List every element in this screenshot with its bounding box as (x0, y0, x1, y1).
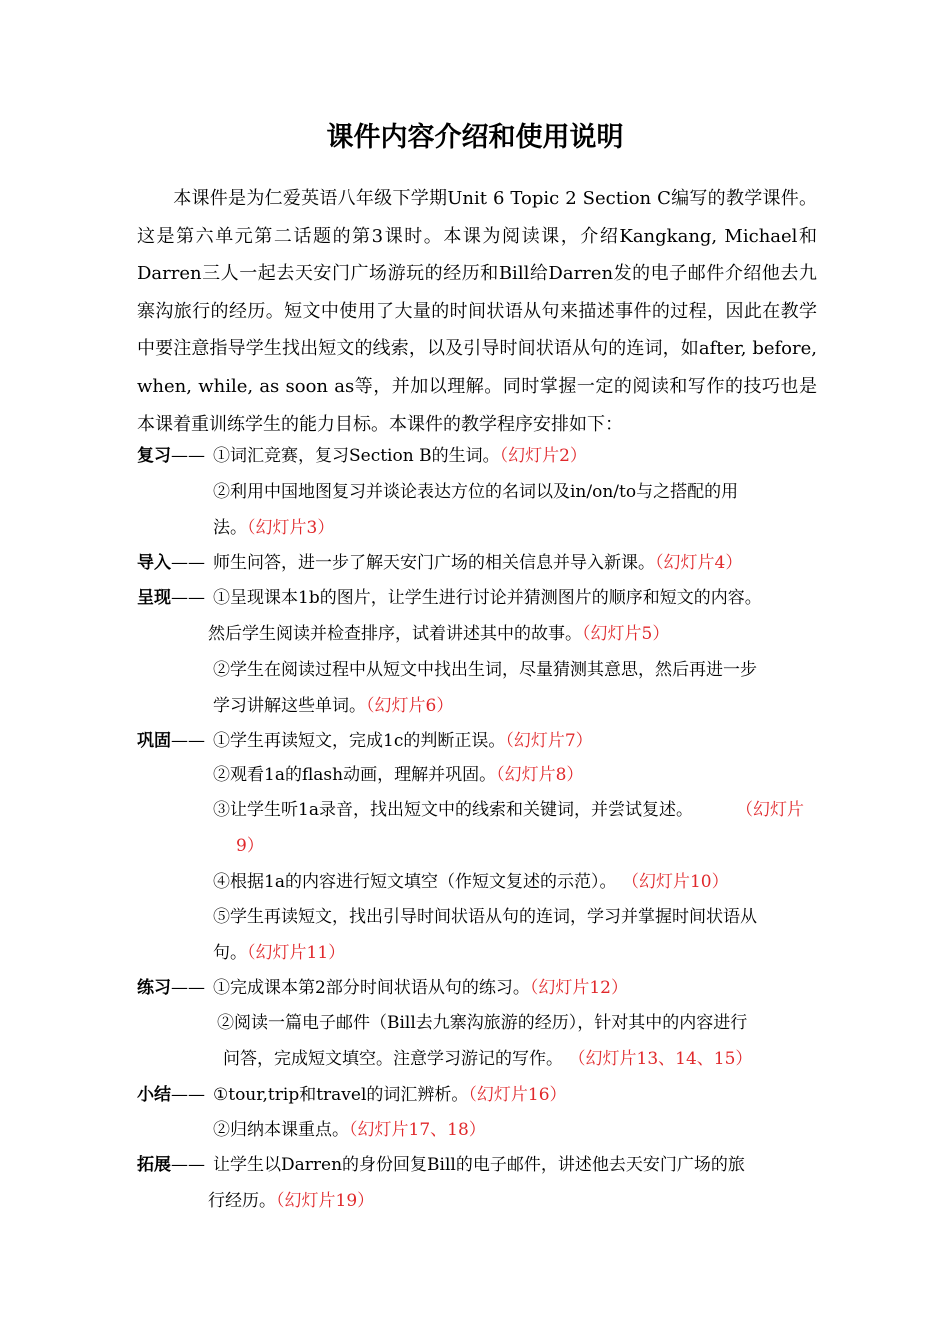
item-text: 句。 (213, 943, 247, 963)
section-label: 复习 (137, 446, 171, 466)
section-label: 呈现 (137, 588, 171, 608)
section-consolidate-head (137, 723, 205, 759)
section-review-head (137, 438, 205, 474)
slide-ref: （幻灯片19） (276, 1191, 375, 1211)
slide-ref: （幻灯片8） (496, 765, 584, 785)
page-title: 课件内容介绍和使用说明 (326, 122, 624, 153)
slide-ref: （幻灯片13、14、15） (577, 1049, 753, 1069)
item-text: ②归纳本课重点。 (213, 1120, 349, 1140)
section-dash: —— (171, 1085, 205, 1105)
consolidate-item-1 (213, 723, 593, 759)
item-text: ①tour,trip和travel的词汇辨析。 (213, 1085, 469, 1105)
consolidate-item-5-cont (213, 935, 345, 971)
item-text: ①呈现课本1b的图片，让学生进行讨论并猜测图片的顺序和短文的内容。 (213, 588, 762, 608)
practice-item-2-cont (223, 1041, 752, 1077)
slide-ref: （幻灯片5） (582, 624, 670, 644)
summary-item-1 (213, 1077, 567, 1113)
practice-item-1 (213, 970, 628, 1006)
lead-in-item-1 (213, 545, 742, 581)
present-item-2-cont (213, 688, 453, 724)
consolidate-item-4 (213, 864, 729, 900)
item-text: ②观看1a的flash动画，理解并巩固。 (213, 765, 497, 785)
practice-item-2 (217, 1005, 747, 1041)
section-dash: —— (171, 553, 205, 573)
section-summary-head (137, 1077, 205, 1113)
section-present-head (137, 580, 205, 616)
section-label: 拓展 (137, 1155, 171, 1175)
item-text: 然后学生阅读并检查排序，试着讲述其中的故事。 (208, 624, 582, 644)
slide-ref: （幻灯片10） (630, 872, 729, 892)
slide-ref: （幻灯片12） (529, 978, 628, 998)
section-dash: —— (171, 446, 205, 466)
item-text: ①完成课本第2部分时间状语从句的练习。 (213, 978, 530, 998)
section-lead-in-head (137, 545, 205, 581)
item-text: 学习讲解这些单词。 (213, 696, 366, 716)
review-item-2 (213, 474, 738, 510)
section-dash: —— (171, 1155, 205, 1175)
consolidate-item-5 (213, 899, 757, 935)
extension-item-1-cont (208, 1183, 374, 1219)
item-text: ⑤学生再读短文，找出引导时间状语从句的连词，学习并掌握时间状语从 (213, 907, 757, 927)
extension-item-1 (213, 1147, 745, 1183)
item-text: 师生问答，进一步了解天安门广场的相关信息并导入新课。 (213, 553, 655, 573)
item-text: ①词汇竞赛，复习Section B的生词。 (213, 446, 500, 466)
slide-ref: （幻灯片3） (247, 518, 335, 538)
consolidate-item-2 (213, 757, 583, 793)
present-item-2 (213, 652, 757, 688)
section-label: 小结 (137, 1085, 171, 1105)
item-text: ②阅读一篇电子邮件（Bill去九寨沟旅游的经历），针对其中的内容进行 (217, 1013, 748, 1033)
slide-ref: （幻灯片17、18） (349, 1120, 486, 1140)
item-text: ②利用中国地图复习并谈论表达方位的名词以及in/on/to与之搭配的用 (213, 482, 739, 502)
item-text: ④根据1a的内容进行短文填空（作短文复述的示范）。 (213, 872, 617, 892)
section-dash: —— (171, 978, 205, 998)
present-item-1-cont (208, 616, 669, 652)
slide-ref: （幻灯片6） (366, 696, 454, 716)
section-label: 导入 (137, 553, 171, 573)
present-item-1 (213, 580, 762, 616)
review-item-2-cont (213, 510, 334, 546)
intro-text: 本课件是为仁爱英语八年级下学期Unit 6 Topic 2 Section C编写的教学课件。这是第六单元第二话题的第3课时。本课为阅读课，介绍Kangkang, Michael和Darren三人一起去天安门广场游玩的经历和Bill给Darren发的电子邮件介绍他去九寨沟旅行的经历。短文中使用了大量的时间状语从句来描述事件的过程，因此在教学中要注意指导学生找出短文的线索，以及引导时间状语从句的连词，如after, before, when, while, as soon as等，并加以理解。同时掌握一定的阅读和写作的技巧也是本课着重训练学生的能力目标。本课件的教学程序安排如下： (137, 188, 817, 435)
item-text: ②学生在阅读过程中从短文中找出生词，尽量猜测其意思，然后再进一步 (213, 660, 757, 680)
item-text: 行经历。 (208, 1191, 276, 1211)
slide-ref: （幻灯片2） (499, 446, 587, 466)
item-text: ①学生再读短文，完成1c的判断正误。 (213, 731, 506, 751)
item-text: 问答，完成短文填空。注意学习游记的写作。 (223, 1049, 563, 1069)
section-dash: —— (171, 588, 205, 608)
section-label: 巩固 (137, 731, 171, 751)
slide-ref: （幻灯片7） (505, 731, 593, 751)
section-practice-head (137, 970, 205, 1006)
item-text: ③让学生听1a录音，找出短文中的线索和关键词，并尝试复述。 (213, 800, 693, 820)
summary-item-2 (213, 1112, 486, 1148)
consolidate-item-3 (213, 792, 693, 828)
intro-paragraph (137, 180, 817, 443)
item-text: 法。 (213, 518, 247, 538)
slide-ref: （幻灯片11） (247, 943, 346, 963)
slide-ref: （幻灯片4） (655, 553, 743, 573)
section-dash: —— (171, 731, 205, 751)
section-label: 练习 (137, 978, 171, 998)
consolidate-item-3-ref-cont: 9） (236, 836, 264, 856)
item-text: 让学生以Darren的身份回复Bill的电子邮件，讲述他去天安门广场的旅 (213, 1155, 745, 1175)
slide-ref: （幻灯片16） (468, 1085, 567, 1105)
consolidate-item-3-ref: （幻灯片 (736, 800, 804, 820)
review-item-1 (213, 438, 587, 474)
section-extension-head (137, 1147, 205, 1183)
